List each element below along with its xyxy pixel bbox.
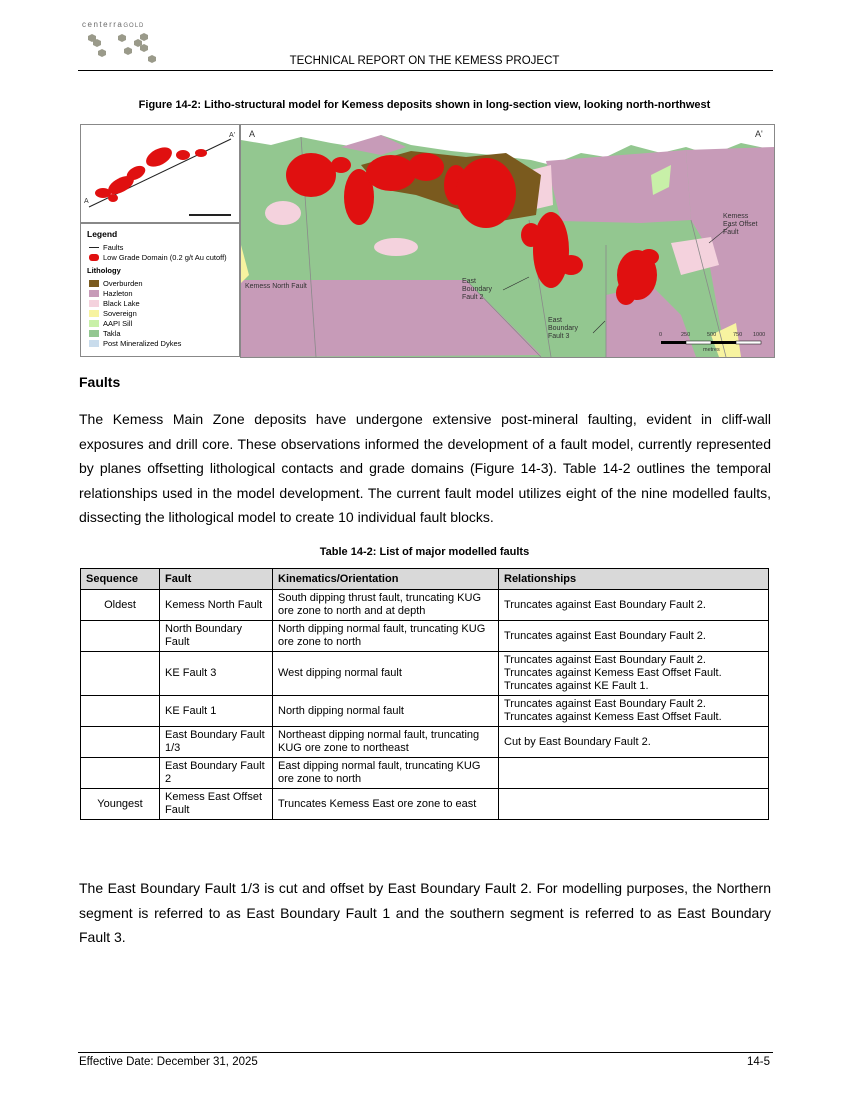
inset-label-a: A [84,198,89,205]
table-row [81,621,769,652]
cell-fault: Kemess East Offset Fault [160,789,273,820]
scale-tick-0: 0 [659,332,663,338]
col-header-kinematics: Kinematics/Orientation [273,569,499,590]
long-section-view [240,124,775,358]
table-row [81,789,769,820]
scale-unit: metres [703,347,720,353]
col-header-fault: Fault [160,569,273,590]
legend-low-grade: Low Grade Domain (0.2 g/t Au cutoff) [89,253,227,262]
paragraph-faults-intro: The Kemess Main Zone deposits have undergone extensive post-mineral faulting, evident in cliff-wall exposures and drill core. These observations informed the development of a fault model, currently represented by planes offsetting lithological contacts and grade domains (Figure 14-3). Table 14-2 outlines the temporal relationships used in the model development. The current fault model utilizes eight of the nine modelled faults, dissecting the lithological model to create 10 individual fault blocks. [79,411,771,525]
cell-fault: East Boundary Fault 2 [160,758,273,789]
label-east-boundary-fault-3: East Boundary Fault 3 [548,317,578,340]
inset-plan-view-graphic [81,125,239,222]
cell-kinematics: South dipping thrust fault, truncating KUG ore zone to north and at depth [273,590,499,621]
cell-sequence [81,652,160,696]
table-row [81,696,769,727]
cell-sequence [81,696,160,727]
logo-wordmark: centerraGOLD [82,20,145,29]
cell-fault: KE Fault 3 [160,652,273,696]
footer-divider [78,1052,773,1053]
legend-item-hazleton: Hazleton [89,289,133,298]
figure-legend [80,223,240,357]
col-header-relationships: Relationships [499,569,769,590]
cell-sequence: Oldest [81,590,160,621]
scale-tick-250: 250 [681,332,691,338]
cell-fault: North Boundary Fault [160,621,273,652]
cell-kinematics: North dipping normal fault, truncating KUG ore zone to north [273,621,499,652]
faults-table [80,568,769,820]
table-row [81,727,769,758]
cell-relationships: Truncates against East Boundary Fault 2. [499,621,769,652]
col-header-sequence: Sequence [81,569,160,590]
legend-item-overburden: Overburden [89,279,143,288]
cell-fault: KE Fault 1 [160,696,273,727]
cell-kinematics: North dipping normal fault [273,696,499,727]
scale-tick-750: 750 [733,332,743,338]
cell-relationships: Truncates against East Boundary Fault 2. Truncates against Kemess East Offset Fault. Truncates against KE Fault 1. [499,652,769,696]
fault-line-swatch [89,247,99,248]
legend-item-post-mineralized-dykes: Post Mineralized Dykes [89,339,181,348]
legend-title: Legend [87,229,118,239]
cell-sequence: Youngest [81,789,160,820]
cell-sequence [81,727,160,758]
cell-relationships: Cut by East Boundary Fault 2. [499,727,769,758]
table-row [81,590,769,621]
section-label-a: A [249,129,256,139]
legend-item-black-lake: Black Lake [89,299,140,308]
cell-sequence [81,758,160,789]
cell-relationships [499,789,769,820]
effective-date: Effective Date: December 31, 2025 [79,1056,258,1068]
paragraph-east-boundary: The East Boundary Fault 1/3 is cut and offset by East Boundary Fault 2. For modelling purposes, the Northern segment is referred to as East Boundary Fault 1 and the southern segment is referred to as East Boundary Fault 3. [79,880,771,945]
legend-item-takla: Takla [89,329,121,338]
scale-tick-500: 500 [707,332,717,338]
inset-label-a-prime: A' [229,132,236,139]
header-divider [78,70,773,71]
scale-tick-1000: 1000 [753,332,766,338]
legend-item-aapi-sill: AAPI Sill [89,319,132,328]
inset-map [80,124,240,223]
legend-faults: Faults [89,243,123,252]
label-kemess-east-offset-fault: Kemess East Offset Fault [723,213,758,236]
table-title: Table 14-2: List of major modelled faults [319,546,530,558]
report-title: TECHNICAL REPORT ON THE KEMESS PROJECT [289,55,560,67]
cell-fault: Kemess North Fault [160,590,273,621]
figure-caption: Figure 14-2: Litho-structural model for Kemess deposits shown in long-section view, looking north-northwest [138,99,711,111]
cell-kinematics: Truncates Kemess East ore zone to east [273,789,499,820]
table-row [81,758,769,789]
cell-relationships: Truncates against East Boundary Fault 2. Truncates against Kemess East Offset Fault. [499,696,769,727]
cell-kinematics: Northeast dipping normal fault, truncating KUG ore zone to northeast [273,727,499,758]
label-kemess-north-fault: Kemess North Fault [245,283,307,290]
cell-relationships [499,758,769,789]
label-east-boundary-fault-2: East Boundary Fault 2 [462,278,492,301]
section-label-a-prime: A' [755,129,763,139]
legend-lithology-title: Lithology [87,266,121,275]
cell-relationships: Truncates against East Boundary Fault 2. [499,590,769,621]
cell-kinematics: East dipping normal fault, truncating KUG ore zone to north [273,758,499,789]
low-grade-swatch [89,254,99,261]
legend-item-sovereign: Sovereign [89,309,137,318]
cell-fault: East Boundary Fault 1/3 [160,727,273,758]
table-row [81,652,769,696]
table-header-row [81,569,769,590]
section-heading: Faults [79,374,121,390]
page-number: 14-5 [746,1056,770,1068]
cell-kinematics: West dipping normal fault [273,652,499,696]
long-section-graphic [241,125,774,357]
cell-sequence [81,621,160,652]
